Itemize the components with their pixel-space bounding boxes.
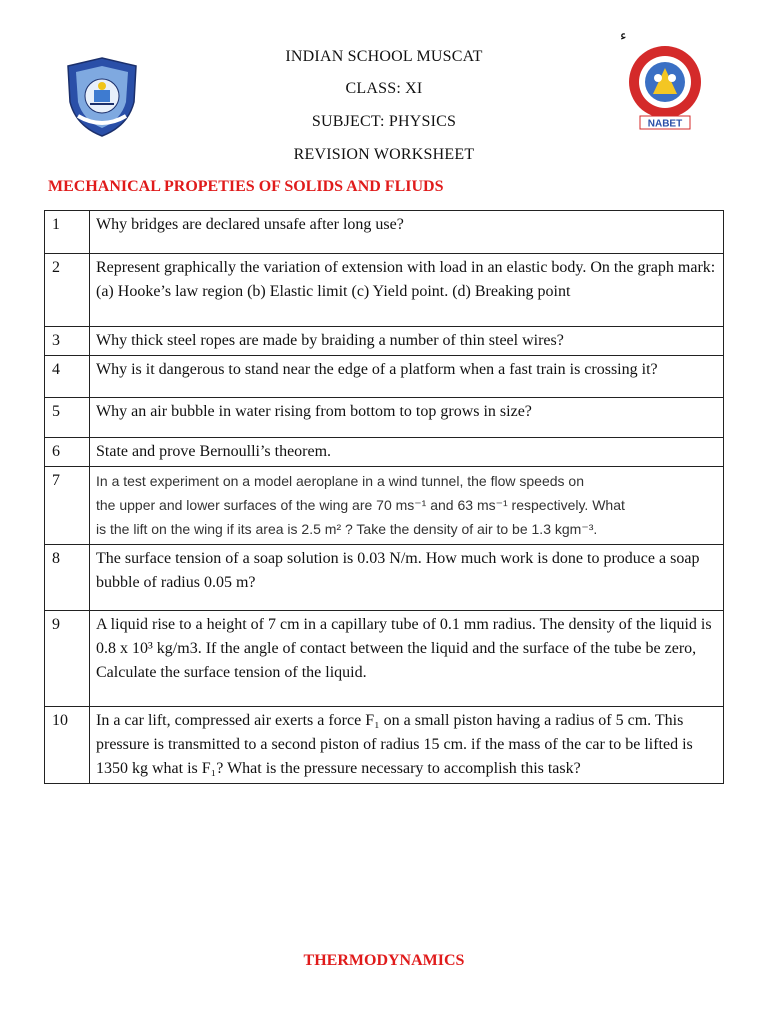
question-row [45, 398, 724, 438]
questions-table [44, 210, 724, 784]
question-row [45, 545, 724, 611]
question-number: 5 [45, 398, 90, 438]
question-row [45, 356, 724, 398]
question-row [45, 707, 724, 784]
question-text: In a car lift, compressed air exerts a force F₁ on a small piston having a radius of 5 cm. This pressure is transmitted to a second piston of radius 15 cm. if the mass of the car to be lifted is 1350 kg what is F₁? What is the pressure necessary to accomplish this task? [90, 707, 724, 784]
question-number: 8 [45, 545, 90, 611]
question-number: 2 [45, 254, 90, 327]
question-number: 6 [45, 438, 90, 467]
next-section-title: THERMODYNAMICS [303, 952, 465, 969]
nabet-badge-text: NABET [647, 118, 683, 130]
question-text: Why bridges are declared unsafe after long use? [90, 211, 724, 254]
question-number: 9 [45, 611, 90, 707]
question-row [45, 467, 724, 545]
question-row [45, 438, 724, 467]
question-number: 10 [45, 707, 90, 784]
question-text: Why thick steel ropes are made by braiding a number of thin steel wires? [90, 327, 724, 356]
question-text: A liquid rise to a height of 7 cm in a capillary tube of 0.1 mm radius. The density of the liquid is 0.8 x 10³ kg/m3. If the angle of contact between the liquid and the surface of the tube be zero, Calculate the surface tension of the liquid. [90, 611, 724, 707]
school-name: INDIAN SCHOOL MUSCAT [285, 48, 483, 65]
question-text: Why an air bubble in water rising from bottom to top grows in size? [90, 398, 724, 438]
section-title: MECHANICAL PROPETIES OF SOLIDS AND FLIUDS [48, 178, 444, 195]
question-text [90, 467, 724, 545]
corner-mark: ء [620, 29, 627, 44]
question-row [45, 611, 724, 707]
question-number: 1 [45, 211, 90, 254]
question-text: The surface tension of a soap solution is 0.03 N/m. How much work is done to produce a soap bubble of radius 0.05 m? [90, 545, 724, 611]
subject-heading: SUBJECT: PHYSICS [311, 113, 457, 130]
class-heading: CLASS: XI [345, 80, 423, 97]
question-row [45, 211, 724, 254]
question-text: Why is it dangerous to stand near the edge of a platform when a fast train is crossing it? [90, 356, 724, 398]
question-number: 4 [45, 356, 90, 398]
question-line: the upper and lower surfaces of the wing are 70 ms⁻¹ and 63 ms⁻¹ respectively. What [96, 497, 625, 513]
question-row [45, 327, 724, 356]
question-text: State and prove Bernoulli’s theorem. [90, 438, 724, 467]
question-number: 7 [45, 467, 90, 545]
question-number: 3 [45, 327, 90, 356]
question-line: In a test experiment on a model aeroplane in a wind tunnel, the flow speeds on [96, 473, 584, 489]
question-line: is the lift on the wing if its area is 2.5 m² ? Take the density of air to be 1.3 kgm⁻³. [96, 521, 598, 537]
question-text: Represent graphically the variation of extension with load in an elastic body. On the graph mark: (a) Hooke’s law region (b) Elastic limit (c) Yield point. (d) Breaking point [90, 254, 724, 327]
question-row [45, 254, 724, 327]
nabet-logo [622, 42, 708, 132]
worksheet-heading: REVISION WORKSHEET [293, 146, 475, 163]
school-logo [62, 56, 142, 138]
